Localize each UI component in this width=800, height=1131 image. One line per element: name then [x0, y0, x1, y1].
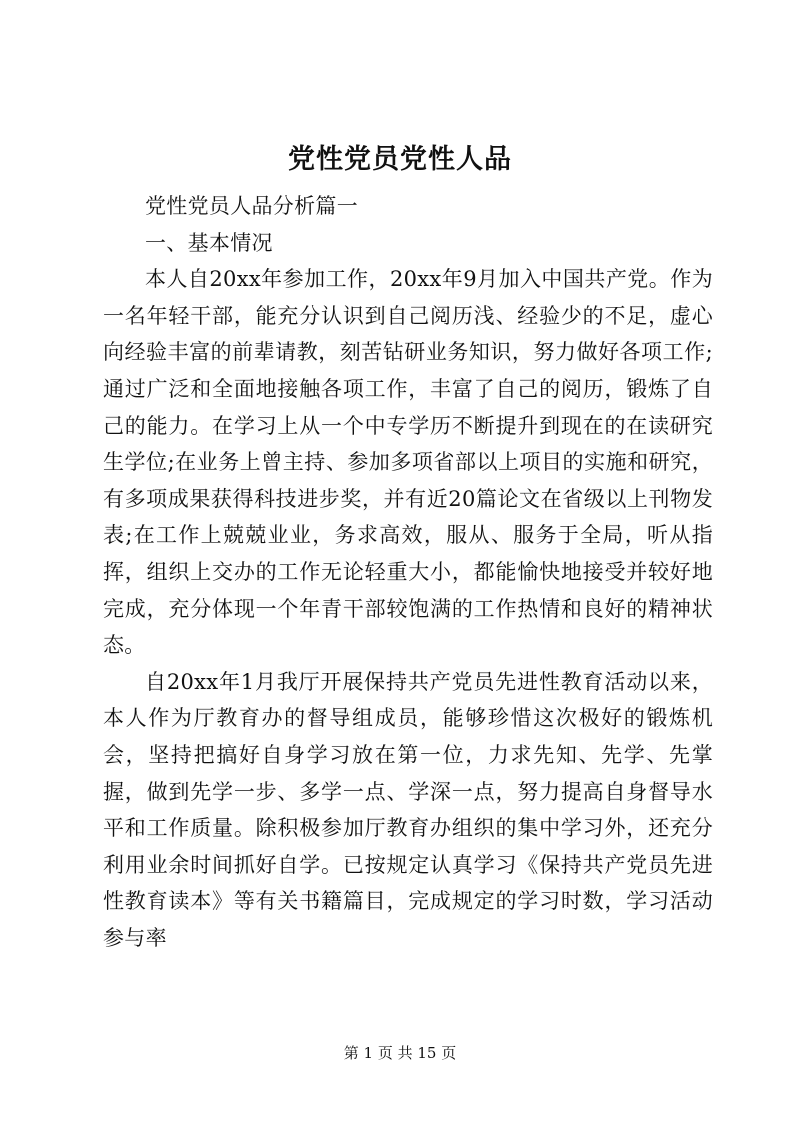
document-body [103, 188, 713, 956]
body-paragraph: 自20xx年1月我厅开展保持共产党员先进性教育活动以来，本人作为厅教育办的督导组成员，能够珍惜这次极好的锻炼机会，坚持把搞好自身学习放在第一位，力求先知、先学、先掌握，做到先学一步、多学一点、学深一点，努力提高自身督导水平和工作质量。除积极参加厅教育办组织的集中学习外，还充分利用业余时间抓好自学。已按规定认真学习《保持共产党员先进性教育读本》等有关书籍篇目，完成规定的学习时数，学习活动参与率 [103, 669, 713, 950]
document-title: 党性党员党性人品 [288, 144, 512, 175]
body-paragraph: 本人自20xx年参加工作，20xx年9月加入中国共产党。作为一名年轻干部，能充分认识到自己阅历浅、经验少的不足，虚心向经验丰富的前辈请教，刻苦钻研业务知识，努力做好各项工作;通过广泛和全面地接触各项工作，丰富了自己的阅历，锻炼了自己的能力。在学习上从一个中专学历不断提升到现在的在读研究生学位;在业务上曾主持、参加多项省部以上项目的实施和研究，有多项成果获得科技进步奖，并有近20篇论文在省级以上刊物发表;在工作上兢兢业业，务求高效，服从、服务于全局，听从指挥，组织上交办的工作无论轻重大小，都能愉快地接受并较好地完成，充分体现一个年青干部较饱满的工作热情和良好的精神状态。 [103, 267, 713, 658]
page-number-footer: 第 1 页 共 15 页 [343, 1044, 457, 1062]
subsection-heading: 一、基本情况 [145, 230, 273, 255]
section-heading: 党性党员人品分析篇一 [145, 194, 358, 218]
